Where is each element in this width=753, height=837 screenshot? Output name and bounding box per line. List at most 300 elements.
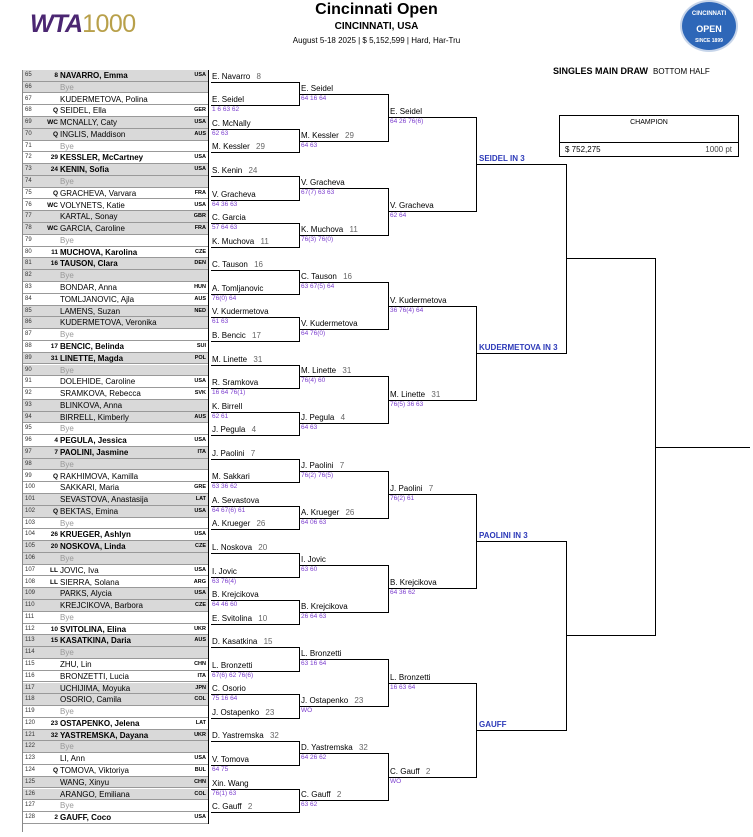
match-score: 76(1) 63 <box>212 789 237 797</box>
draw-position: 123 <box>25 755 36 762</box>
winner-name <box>301 319 358 329</box>
winner-seed: 31 <box>429 389 441 399</box>
bracket-line <box>208 777 209 801</box>
match-score: 26 64 63 <box>301 612 327 620</box>
winner-name <box>212 661 252 671</box>
draw-row <box>23 341 208 353</box>
winner-seed: 26 <box>254 519 266 529</box>
winner-label: C. Tauson <box>301 272 337 282</box>
winner-name <box>212 472 250 482</box>
country-code: CZE <box>195 248 206 255</box>
draw-row <box>23 635 208 647</box>
match-score: 64 26 76(6) <box>390 118 424 126</box>
winner-seed: 2 <box>423 766 431 776</box>
match-score: WO <box>390 777 402 785</box>
winner-label: V. Gracheva <box>212 189 256 199</box>
seed-label: 24 <box>50 166 58 174</box>
winner-name <box>212 378 258 388</box>
seed-label: Q <box>52 507 58 515</box>
draw-row <box>23 565 208 577</box>
match-score: 76(3) 76(0) <box>301 235 334 243</box>
player-name: BONDAR, Anna <box>60 283 117 293</box>
winner-seed: 11 <box>258 236 269 246</box>
bracket-line <box>211 694 299 695</box>
winner-label: A. Tomljanovic <box>212 283 264 293</box>
bracket-line <box>208 706 209 730</box>
winner-seed: 8 <box>254 71 261 81</box>
draw-row <box>23 800 208 812</box>
winner-label: I. Jovic <box>212 566 237 576</box>
draw-row <box>23 741 208 753</box>
draw-position: 107 <box>25 566 36 573</box>
match-score: 67(6) 62 76(6) <box>212 671 254 679</box>
player-name: KREJCIKOVA, Barbora <box>60 601 143 611</box>
wta-logo: WTA1000 <box>30 10 136 38</box>
draw-position: 70 <box>25 130 32 137</box>
player-name: WANG, Xinyu <box>60 777 110 787</box>
country-code: USA <box>194 166 206 173</box>
winner-label: K. Muchova <box>301 224 344 234</box>
draw-row <box>23 647 208 659</box>
draw-position: 120 <box>25 719 36 726</box>
bracket-line <box>208 282 209 306</box>
bracket-line <box>211 388 299 389</box>
match-score: 64 06 63 <box>301 518 327 526</box>
match-score: 64 67(6) 61 <box>212 506 246 514</box>
winner-label: E. Seidel <box>212 95 245 105</box>
draw-row <box>23 388 208 400</box>
bracket-line <box>208 329 209 353</box>
seed-label: 2 <box>54 814 58 822</box>
draw-row <box>23 482 208 494</box>
player-name: Bye <box>60 612 74 622</box>
player-name: TAUSON, Clara <box>60 259 118 269</box>
winner-seed: 32 <box>267 731 279 741</box>
player-name: ZHU, Lin <box>60 660 92 669</box>
seed-label: Q <box>52 107 58 115</box>
country-code: USA <box>194 72 206 78</box>
draw-position: 81 <box>25 260 32 267</box>
draw-position: 111 <box>25 613 35 620</box>
draw-position: 112 <box>25 625 35 632</box>
draw-position: 98 <box>25 460 32 467</box>
match-score: 57 64 63 <box>212 224 238 232</box>
draw-position: 66 <box>25 83 32 90</box>
player-name: INGLIS, Maddison <box>60 129 126 139</box>
champion-box <box>559 115 739 157</box>
draw-row <box>23 141 208 153</box>
winner-name <box>301 413 345 423</box>
winner-name <box>390 484 433 494</box>
match-score: 76(2) 76(5) <box>301 471 334 479</box>
winner-label: V. Gracheva <box>390 201 434 211</box>
player-name: PEGULA, Jessica <box>60 436 127 446</box>
winner-seed: 10 <box>256 613 268 623</box>
bracket-line <box>208 753 209 777</box>
country-code: USA <box>194 119 206 126</box>
draw-position: 86 <box>25 319 32 326</box>
winner-name <box>212 119 251 129</box>
bracket-line <box>208 376 209 400</box>
draw-row <box>23 718 208 730</box>
bracket-line <box>211 482 299 483</box>
winner-seed: 15 <box>261 637 273 647</box>
bracket-line <box>211 129 299 130</box>
winner-name <box>212 614 267 624</box>
country-code: GRE <box>194 484 206 491</box>
bracket-line <box>477 353 566 354</box>
winner-label: J. Ostapenko <box>301 696 349 706</box>
draw-position: 88 <box>25 342 32 349</box>
bracket-line <box>211 82 299 83</box>
bracket-line <box>208 635 209 659</box>
seed-label: 7 <box>54 448 58 456</box>
winner-name <box>301 790 341 800</box>
country-code: CHN <box>194 778 206 785</box>
draw-row <box>23 270 208 282</box>
draw-row <box>23 400 208 412</box>
country-code: DEN <box>194 260 206 267</box>
country-code: GER <box>194 107 206 114</box>
winner-label: L. Noskova <box>212 542 253 552</box>
draw-position: 124 <box>25 767 36 774</box>
country-code: AUS <box>194 295 206 302</box>
draw-position: 78 <box>25 225 32 232</box>
seed-label: Q <box>52 767 58 775</box>
player-name: KRUEGER, Ashlyn <box>60 530 131 540</box>
draw-row <box>23 447 208 459</box>
winner-name <box>212 708 274 718</box>
country-code: LAT <box>195 496 206 503</box>
draw-position: 79 <box>25 236 32 243</box>
match-score: 63 16 64 <box>301 660 327 667</box>
winner-label: E. Seidel <box>301 83 334 93</box>
bracket-line <box>208 447 209 471</box>
country-code: AUS <box>194 413 206 420</box>
winner-label: M. Linette <box>212 354 248 364</box>
bracket-line <box>208 541 209 565</box>
bracket-line <box>300 188 388 189</box>
winner-label: J. Pegula <box>301 413 335 423</box>
draw-position: 65 <box>25 72 32 78</box>
draw-position: 97 <box>25 448 32 455</box>
bracket-line <box>208 188 209 212</box>
seed-label: 10 <box>50 625 58 633</box>
winner-seed: 7 <box>337 460 345 470</box>
match-score: 64 46 60 <box>212 601 238 609</box>
winner-name <box>212 779 249 789</box>
seed-label: Q <box>52 189 58 197</box>
bracket-line <box>567 258 655 259</box>
bracket-line <box>208 423 209 447</box>
draw-row <box>23 459 208 471</box>
bracket-line <box>211 223 299 224</box>
draw-row <box>23 117 208 129</box>
winner-label: D. Yastremska <box>212 731 264 741</box>
player-name: BRONZETTI, Lucia <box>60 671 129 681</box>
bracket-line <box>211 529 299 530</box>
bracket-line <box>211 200 299 201</box>
country-code: FRA <box>194 225 206 232</box>
winner-label: M. Kessler <box>301 130 339 140</box>
draw-row <box>23 506 208 518</box>
winner-name <box>212 190 256 200</box>
winner-label: M. Kessler <box>212 142 250 152</box>
match-score: 16 63 64 <box>390 683 416 691</box>
draw-row <box>23 541 208 553</box>
match-score: 1 6 63 62 <box>212 106 240 114</box>
country-code: LAT <box>195 719 206 726</box>
player-name: Bye <box>60 459 74 469</box>
draw-position: 80 <box>25 248 32 255</box>
player-name: GAUFF, Coco <box>60 813 112 823</box>
draw-position: 128 <box>25 814 36 821</box>
player-name: Bye <box>60 801 74 811</box>
player-name: Bye <box>60 330 74 340</box>
bracket-line <box>211 435 299 436</box>
draw-position: 117 <box>25 684 35 691</box>
player-name: KASATKINA, Daria <box>60 636 131 646</box>
match-score: 64 63 <box>301 141 318 149</box>
winner-name <box>212 449 255 459</box>
match-score: 64 63 <box>301 424 318 432</box>
bracket-line <box>211 600 299 601</box>
draw-row <box>23 789 208 801</box>
winner-label: B. Krejcikova <box>212 590 259 600</box>
bracket-line <box>208 659 209 683</box>
bracket-line <box>211 365 299 366</box>
match-score: 63 67(5) 64 <box>301 283 335 291</box>
player-name: JOVIC, Iva <box>60 565 99 575</box>
draw-row <box>23 105 208 117</box>
player-name: OSORIO, Camila <box>60 695 122 705</box>
winner-name <box>301 555 326 565</box>
draw-row <box>23 730 208 742</box>
draw-row <box>23 282 208 294</box>
player-name: Bye <box>60 518 74 528</box>
country-code: COL <box>194 696 206 703</box>
bracket-line <box>211 341 299 342</box>
bracket-line <box>211 812 299 813</box>
draw-position: 104 <box>25 531 36 538</box>
winner-label: J. Paolini <box>212 448 245 458</box>
player-name: BENCIC, Belinda <box>60 341 125 351</box>
winner-label: L. Bronzetti <box>301 649 342 658</box>
draw-row <box>23 494 208 506</box>
winner-name <box>212 166 257 176</box>
bracket-line <box>208 141 209 165</box>
winner-seed: 24 <box>246 166 258 176</box>
winner-name <box>212 731 279 741</box>
champion-points: 1000 pt <box>705 145 732 154</box>
winner-label: J. Paolini <box>301 460 334 470</box>
match-score: 64 16 64 <box>301 94 327 102</box>
winner-name <box>301 649 341 659</box>
winner-label: D. Yastremska <box>301 743 353 753</box>
bracket-line <box>211 152 299 153</box>
winner-seed: 23 <box>263 707 275 717</box>
winner-label: J. Pegula <box>212 425 246 435</box>
country-code: ITA <box>197 448 206 455</box>
draw-row <box>23 518 208 530</box>
winner-label: V. Kudermetova <box>390 295 447 305</box>
bracket-line <box>211 553 299 554</box>
match-score: 63 76(4) <box>212 577 237 585</box>
winner-seed: 26 <box>343 507 355 517</box>
country-code: AUS <box>194 130 206 137</box>
winner-name <box>390 107 422 117</box>
bracket-line <box>208 400 209 424</box>
player-name: Bye <box>60 553 74 563</box>
draw-position: 125 <box>25 778 36 785</box>
winner-name <box>301 461 344 471</box>
draw-row <box>23 223 208 235</box>
player-name: Bye <box>60 177 74 187</box>
winner-seed: 2 <box>334 790 342 800</box>
draw-position: 103 <box>25 519 36 526</box>
winner-name <box>390 767 430 777</box>
draw-row <box>23 423 208 435</box>
match-score: 64 36 62 <box>390 589 416 597</box>
bracket-line <box>211 647 299 648</box>
winner-seed: 16 <box>340 272 352 282</box>
winner-seed: 31 <box>340 366 352 376</box>
bracket-line <box>211 176 299 177</box>
player-name: UCHIJIMA, Moyuka <box>60 683 131 693</box>
draw-position: 113 <box>25 637 35 644</box>
section-winner: KUDERMETOVA IN 3 <box>479 342 558 352</box>
player-name: Bye <box>60 707 74 717</box>
winner-seed: 7 <box>426 484 434 494</box>
bracket-line <box>300 753 388 754</box>
draw-position: 100 <box>25 484 36 491</box>
tournament-location: CINCINNATI, USA <box>334 21 419 32</box>
country-code: CHN <box>194 661 206 667</box>
draw-position: 110 <box>25 602 35 609</box>
draw-position: 82 <box>25 272 32 279</box>
winner-seed: 7 <box>248 448 256 458</box>
draw-position: 73 <box>25 166 32 173</box>
draw-position: 102 <box>25 507 36 514</box>
bracket-line <box>300 612 388 613</box>
seed-label: 4 <box>54 437 58 445</box>
winner-label: V. Kudermetova <box>301 319 358 329</box>
seed-label: 29 <box>50 154 58 162</box>
draw-row <box>23 82 208 94</box>
winner-label: C. Gauff <box>390 766 420 776</box>
bracket-line <box>389 494 476 495</box>
player-name: KUDERMETOVA, Polina <box>60 94 148 104</box>
winner-name <box>212 567 237 577</box>
bracket-line <box>389 211 476 212</box>
match-score: 63 60 <box>301 565 318 573</box>
bracket-line <box>211 718 299 719</box>
country-code: COL <box>194 790 206 797</box>
winner-label: R. Sramkova <box>212 378 259 388</box>
player-name: SIERRA, Solana <box>60 577 120 587</box>
bracket-line <box>208 565 209 589</box>
draw-row <box>23 365 208 377</box>
winner-name <box>301 366 351 376</box>
draw-row <box>23 353 208 365</box>
draw-position: 96 <box>25 437 32 444</box>
draw-position: 87 <box>25 331 32 338</box>
winner-label: B. Bencic <box>212 330 246 340</box>
draw-position: 91 <box>25 378 32 385</box>
bracket-line <box>208 164 209 188</box>
draw-position: 83 <box>25 284 32 291</box>
draw-position: 114 <box>25 649 35 656</box>
draw-row <box>23 529 208 541</box>
winner-name <box>301 272 352 282</box>
bracket-line <box>211 577 299 578</box>
draw-row <box>23 671 208 683</box>
bracket-line <box>211 671 299 672</box>
seed-label: 20 <box>50 543 58 551</box>
draw-position: 92 <box>25 390 32 397</box>
champion-label: CHAMPION <box>630 119 668 126</box>
player-name: MUCHOVA, Karolina <box>60 247 138 257</box>
country-code: USA <box>194 814 206 821</box>
winner-seed: 31 <box>251 354 263 364</box>
winner-label: C. Osorio <box>212 684 246 694</box>
player-name: Bye <box>60 141 74 151</box>
bracket-line <box>211 105 299 106</box>
player-name: TOMLJANOVIC, Ajla <box>60 294 135 304</box>
bracket-line <box>389 400 476 401</box>
draw-position: 99 <box>25 472 32 479</box>
winner-label: B. Krejcikova <box>390 578 437 588</box>
bracket-line <box>208 117 209 141</box>
winner-name <box>212 543 267 553</box>
winner-label: M. Linette <box>390 389 426 399</box>
bracket-line <box>208 494 209 518</box>
player-name: VOLYNETS, Katie <box>60 200 125 210</box>
country-code: USA <box>194 755 206 762</box>
player-name: KUDERMETOVA, Veronika <box>60 318 157 328</box>
draw-position: 121 <box>25 731 36 738</box>
seed-label: 15 <box>50 637 58 645</box>
match-score: 64 26 62 <box>301 754 327 762</box>
winner-label: K. Birrell <box>212 401 243 411</box>
bracket-line <box>211 506 299 507</box>
seed-label: 26 <box>50 531 58 539</box>
winner-label: E. Navarro <box>212 71 251 81</box>
winner-name <box>212 72 261 82</box>
draw-row <box>23 706 208 718</box>
draw-row <box>23 553 208 565</box>
match-score: 64 36 63 <box>212 200 238 208</box>
bracket-line <box>477 730 566 731</box>
match-score: 62 61 <box>212 412 229 420</box>
country-code: NED <box>194 307 206 314</box>
winner-name <box>212 802 252 812</box>
player-name: ARANGO, Emiliana <box>60 789 130 799</box>
country-code: BUL <box>194 767 206 774</box>
country-code: HUN <box>194 284 206 291</box>
winner-name <box>212 519 265 529</box>
bracket-line <box>389 306 476 307</box>
winner-label: J. Ostapenko <box>212 707 260 717</box>
bracket-line <box>208 306 209 330</box>
draw-position: 90 <box>25 366 32 373</box>
winner-label: B. Krejcikova <box>301 601 348 611</box>
match-score: 76(2) 61 <box>390 495 415 503</box>
draw-position: 94 <box>25 413 32 420</box>
draw-position: 77 <box>25 213 32 220</box>
match-score: 76(5) 36 63 <box>390 400 424 408</box>
winner-name <box>212 307 269 317</box>
